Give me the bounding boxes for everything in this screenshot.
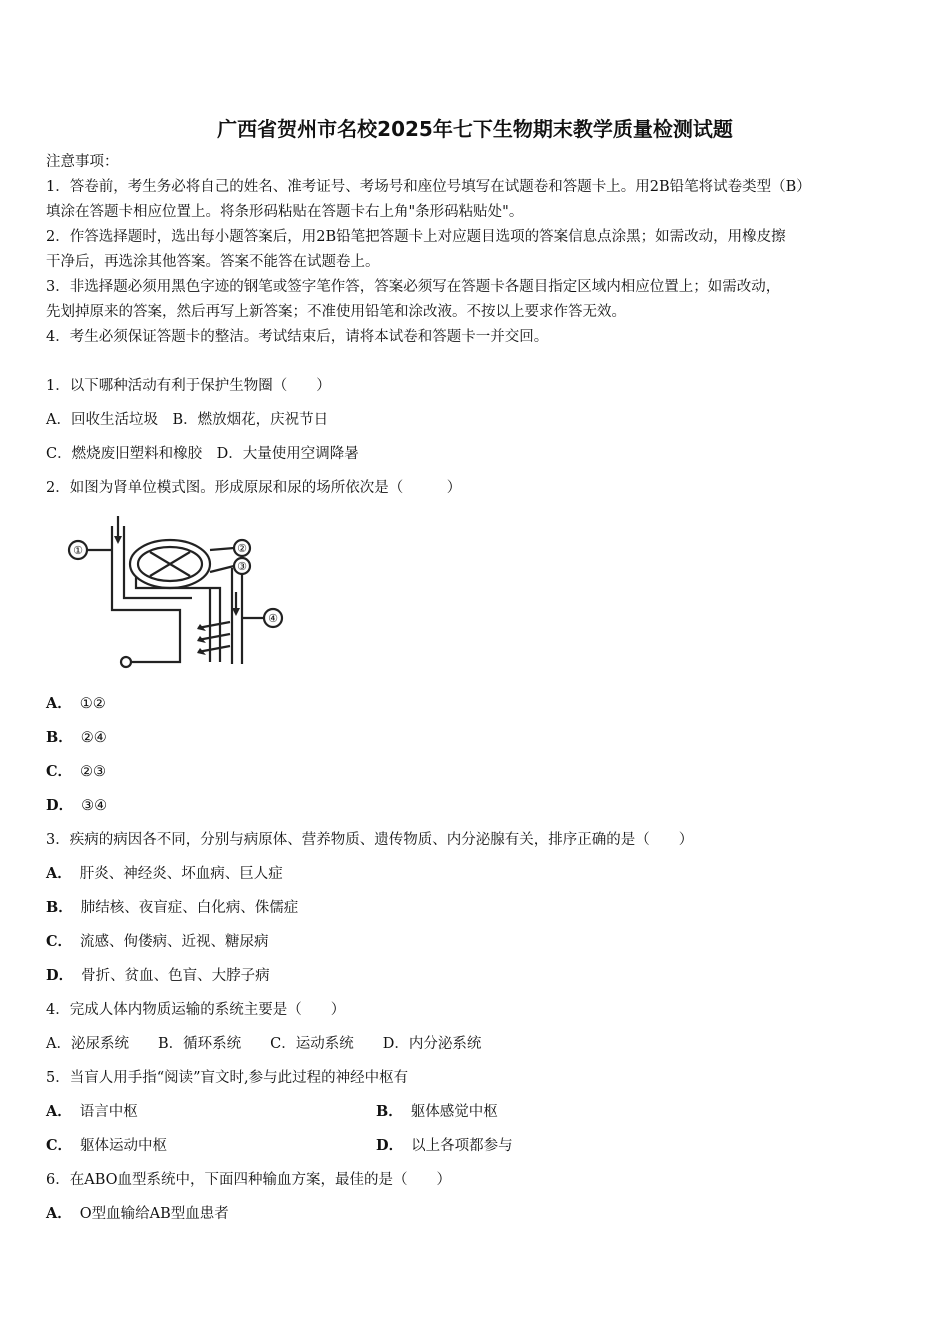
option-label: A． [46,865,72,882]
question-2-option-c [46,762,106,782]
question-3-stem: 3．疾病的病因各不同，分别与病原体、营养物质、遗传物质、内分泌腺有关，排序正确的是（ ） [46,832,694,848]
question-1-options-row-1: A．回收生活垃圾 B．燃放烟花，庆祝节日 [46,412,329,428]
question-3-option-a [46,864,283,884]
question-5-option-d [376,1136,513,1156]
notice-line: 3．非选择题必须用黑色字迹的钢笔或签字笔作答，答案必须写在答题卡各题目指定区域内相应位置上；如需改动， [46,279,781,295]
diagram-label-1: ① [73,544,83,557]
notice-line: 干净后，再选涂其他答案。答案不能答在试题卷上。 [46,254,380,270]
option-label: C． [46,1137,73,1154]
option-text: ②③ [80,764,107,780]
notice-heading: 注意事项： [46,154,119,170]
option-label: B． [46,729,73,746]
question-5-option-a [46,1102,138,1122]
option-label: B． [46,899,73,916]
option-text: ①② [79,696,106,712]
question-2-option-b [46,728,107,748]
question-4-stem: 4．完成人体内物质运输的系统主要是（ ） [46,1002,346,1018]
question-3-option-c [46,932,269,952]
diagram-label-2: ② [237,542,247,555]
question-6-stem: 6．在ABO血型系统中，下面四种输血方案，最佳的是（ ） [46,1172,452,1188]
diagram-label-4: ④ [268,612,278,625]
option-text: 肺结核、夜盲症、白化病、侏儒症 [80,900,299,916]
option-text: 躯体运动中枢 [80,1138,168,1154]
option-label: D． [46,797,74,814]
notice-line: 先划掉原来的答案，然后再写上新答案；不准使用铅笔和涂改液。不按以上要求作答无效。 [46,304,626,320]
option-label: C． [46,933,73,950]
option-label: D． [376,1137,404,1154]
option-text: 肝炎、神经炎、坏血病、巨人症 [79,866,283,882]
question-2-option-a [46,694,106,714]
question-2-stem: 2．如图为肾单位模式图。形成原尿和尿的场所依次是（ ） [46,480,462,496]
option-text: 以上各项都参与 [411,1138,513,1154]
option-text: 流感、佝偻病、近视、糖尿病 [80,934,269,950]
option-label: B． [376,1103,403,1120]
question-3-option-b [46,898,298,918]
option-text: O型血输给AB型血患者 [79,1206,229,1222]
option-label: A． [46,1103,72,1120]
notice-line: 2．作答选择题时，选出每小题答案后，用2B铅笔把答题卡上对应题目选项的答案信息点涂黑；如需改动，用橡皮擦 [46,229,786,245]
option-label: C． [46,763,73,780]
question-5-option-c [46,1136,167,1156]
option-text: 躯体感觉中枢 [410,1104,498,1120]
question-6-option-a [46,1204,229,1224]
option-text: ③④ [81,798,108,814]
notice-line: 4．考生必须保证答题卡的整洁。考试结束后，请将本试卷和答题卡一并交回。 [46,329,549,345]
question-4-options-row: A．泌尿系统 B．循环系统 C．运动系统 D．内分泌系统 [46,1036,482,1052]
option-label: D． [46,967,74,984]
notice-line: 填涂在答题卡相应位置上。将条形码粘贴在答题卡右上角"条形码粘贴处"。 [46,204,524,220]
option-text: ②④ [80,730,107,746]
diagram-label-3: ③ [237,560,247,573]
option-label: A． [46,1205,72,1222]
option-text: 骨折、贫血、色盲、大脖子病 [81,968,270,984]
question-2-option-d [46,796,107,816]
question-5-option-b [376,1102,498,1122]
question-1-options-row-2: C．燃烧废旧塑料和橡胶 D．大量使用空调降暑 [46,446,359,462]
question-1-stem: 1．以下哪种活动有利于保护生物圈（ ） [46,378,331,394]
page-title: 广西省贺州市名校2025年七下生物期末教学质量检测试题 [217,117,733,141]
option-text: 语言中枢 [79,1104,138,1120]
nephron-diagram [60,512,290,672]
notice-line: 1．答卷前，考生务必将自己的姓名、准考证号、考场号和座位号填写在试题卷和答题卡上。用2B铅笔将试卷类型（B） [46,179,811,195]
option-label: A． [46,695,72,712]
question-3-option-d [46,966,270,986]
question-5-stem: 5．当盲人用手指“阅读”盲文时,参与此过程的神经中枢有 [46,1070,409,1086]
